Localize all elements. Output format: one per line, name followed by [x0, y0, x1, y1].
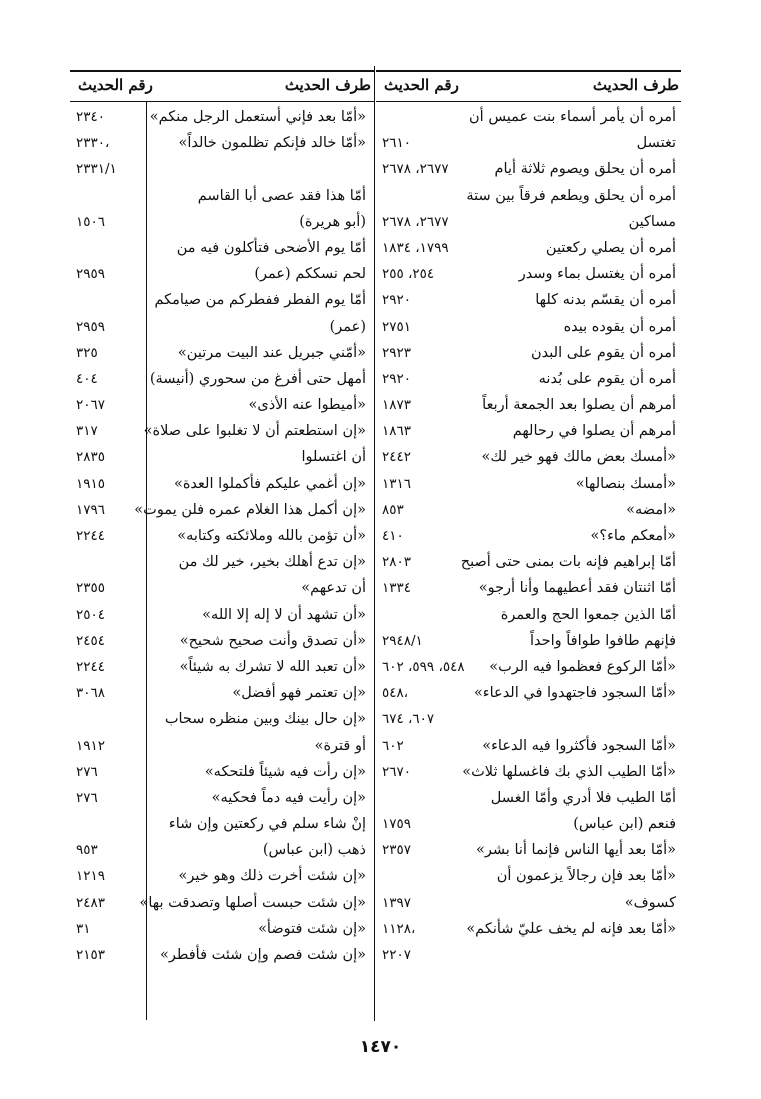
index-entry	[378, 156, 678, 182]
hadith-phrase: «أمسك بنصالها»	[575, 475, 676, 492]
index-entry	[378, 811, 678, 837]
hadith-number: ٢٩٤٨/١	[382, 632, 423, 649]
top-rule-right	[376, 70, 681, 72]
index-entry	[378, 523, 678, 549]
index-entry	[378, 287, 678, 313]
hadith-number: ٢٠٦٧	[76, 397, 106, 414]
hadith-phrase: أن اغتسلوا	[301, 449, 366, 466]
hadith-number: ٢٨٠٣	[382, 554, 412, 571]
hadith-phrase: «أمعكم ماء؟»	[590, 528, 676, 544]
index-entry	[70, 471, 368, 497]
page-number: ١٤٧٠	[359, 1037, 402, 1057]
index-entry	[70, 156, 368, 182]
index-entry	[378, 471, 678, 497]
hadith-number: ١٥٠٦	[76, 213, 106, 230]
hadith-phrase: «أمّا خالد فإنكم تظلمون خالداً»	[178, 135, 366, 152]
hadith-number: ٢٩٥٩	[76, 266, 106, 283]
hadith-number: ٢٩٢٠	[382, 292, 412, 309]
hadith-number: ٣١	[76, 920, 91, 937]
index-entry	[70, 942, 368, 968]
hadith-phrase: ذهب (ابن عباس)	[262, 842, 366, 859]
index-entry	[378, 392, 678, 418]
index-entry	[378, 628, 678, 654]
hadith-phrase: أمره أن يقوده بيده	[563, 318, 676, 335]
hadith-phrase: أمرهم أن يصلوا في رحالهم	[512, 423, 676, 440]
hadith-phrase: أمّا يوم الفطر ففطركم من صيامكم	[154, 292, 366, 309]
hadith-phrase: أو قترة»	[314, 737, 366, 754]
index-entry	[378, 785, 678, 811]
hadith-phrase: «إن رأت فيه شيئاً فلتحكه»	[204, 763, 366, 780]
hadith-phrase: أمره أن يغتسل بماء وسدر	[518, 266, 676, 283]
hadith-phrase: «إن استطعتم أن لا تغلبوا على صلاة»	[143, 423, 366, 440]
index-entry	[70, 497, 368, 523]
index-entry	[70, 575, 368, 601]
hadith-phrase: «أن تشهد أن لا إله إلا الله»	[202, 606, 366, 623]
header-rule-right	[376, 101, 681, 102]
hadith-phrase: «إن شئت حبست أصلها وتصدقت بها»	[139, 894, 366, 911]
hadith-number: ٢٩٢٠	[382, 370, 412, 387]
hadith-number: ٢٧٥١	[382, 318, 412, 335]
hadith-number: ٣١٧	[76, 423, 98, 440]
index-entry	[378, 575, 678, 601]
index-entry	[378, 916, 678, 942]
hadith-number: ٢٦٧٧، ٢٦٧٨	[382, 213, 449, 230]
hadith-phrase: أمره أن يحلق ويطعم فرقاً بين ستة	[466, 187, 676, 204]
hadith-phrase: «امضه»	[626, 501, 676, 518]
hadith-phrase: أمره أن يقوم على بُدنه	[538, 370, 676, 387]
hadith-number: ١٢١٩	[76, 868, 106, 885]
hadith-number: ٦٠٧، ٦٧٤	[382, 711, 435, 728]
hadith-number: ٢٢٤٤	[76, 658, 106, 675]
hadith-number: ٦٠٢	[382, 737, 404, 754]
index-entry	[378, 890, 678, 916]
index-entry	[378, 680, 678, 706]
hadith-number: ٤٠٤	[76, 370, 98, 387]
hadith-phrase: «أن تؤمن بالله وملائكته وكتابه»	[177, 528, 366, 544]
hadith-number: ٢٣٣١/١	[76, 161, 117, 178]
hadith-number: ٢٢٠٧	[382, 947, 412, 963]
hadith-phrase: «أمّا السجود فاجتهدوا في الدعاء»	[473, 685, 676, 702]
index-entry	[378, 602, 678, 628]
left-col-number-header: رقم الحديث	[78, 76, 153, 94]
hadith-phrase: «إن رأيت فيه دماً فحكيه»	[211, 789, 366, 806]
hadith-number: ١٣٩٧	[382, 894, 412, 911]
header-rule-left	[70, 101, 374, 102]
index-entry	[378, 366, 678, 392]
right-col-title: طرف الحديث	[592, 76, 679, 94]
hadith-number: ٢٧٦	[76, 763, 98, 780]
hadith-number: ٢٩٢٣	[382, 344, 412, 361]
hadith-phrase: «إن شئت أخرت ذلك وهو خير»	[178, 868, 366, 885]
hadith-phrase: «إن حال بينك وبين منظره سحاب	[164, 711, 366, 728]
hadith-phrase: «إن شئت فتوضأ»	[258, 920, 366, 937]
hadith-phrase: «إن تدع أهلك بخير، خير لك من	[178, 554, 366, 571]
left-col-title: طرف الحديث	[284, 76, 371, 94]
hadith-number: ٨٥٣	[382, 501, 404, 518]
hadith-number: ٢٥٠٤	[76, 606, 106, 623]
index-entry	[378, 654, 678, 680]
hadith-phrase: «أن تعبد الله لا تشرك به شيئاً»	[179, 658, 366, 675]
hadith-phrase: (أبو هريرة)	[299, 213, 366, 230]
index-entry	[70, 549, 368, 575]
index-entry	[70, 287, 368, 313]
hadith-number: ٩٥٣	[76, 842, 98, 859]
hadith-number: ٢٨٣٥	[76, 449, 106, 466]
index-entry	[378, 942, 678, 968]
index-entry	[378, 235, 678, 261]
hadith-number: ١٧٩٦	[76, 501, 106, 518]
hadith-number: ٢٢٤٤	[76, 528, 106, 544]
index-entry	[70, 340, 368, 366]
hadith-phrase: «أمّا السجود فأكثروا فيه الدعاء»	[482, 737, 676, 754]
hadith-phrase: أن تدعهم»	[301, 580, 366, 597]
index-entry	[70, 366, 368, 392]
index-entry	[70, 837, 368, 863]
hadith-number: ٢٥٤، ٢٥٥	[382, 266, 435, 283]
index-entry	[70, 863, 368, 889]
hadith-phrase: «أمّني جبريل عند البيت مرتين»	[177, 344, 366, 361]
hadith-phrase: أمّا يوم الأضحى فتأكلون فيه من	[176, 239, 366, 256]
hadith-phrase: «إن شئت فصم وإن شئت فأفطر»	[159, 947, 366, 963]
index-entry	[70, 392, 368, 418]
hadith-phrase: أمّا الذين جمعوا الحج والعمرة	[500, 606, 676, 623]
hadith-number: ١٣٣٤	[382, 580, 412, 597]
index-entry	[70, 811, 368, 837]
index-entry	[378, 314, 678, 340]
right-col-number-header: رقم الحديث	[384, 76, 459, 94]
hadith-number: ١٩١٥	[76, 475, 106, 492]
hadith-phrase: «أن تصدق وأنت صحيح شحيح»	[179, 632, 366, 649]
hadith-phrase: «أمّا بعد أيها الناس فإنما أنا بشر»	[476, 842, 676, 859]
hadith-phrase: أمره أن يقسّم بدنه كلها	[535, 292, 676, 309]
index-entry	[70, 602, 368, 628]
hadith-number: ٥٤٨، ٥٩٩، ٦٠٢	[382, 658, 465, 675]
hadith-phrase: كسوف»	[624, 894, 676, 911]
hadith-phrase: أمّا الطيب فلا أدري وأمّا الغسل	[490, 789, 676, 806]
index-entry	[70, 314, 368, 340]
hadith-number: ١٨٦٣	[382, 423, 412, 440]
hadith-phrase: فإنهم طافوا طوافاً واحداً	[530, 632, 676, 649]
index-entry	[70, 654, 368, 680]
column-divider	[374, 66, 375, 1021]
hadith-phrase: أمره أن يأمر أسماء بنت عميس أن	[469, 109, 676, 125]
hadith-number: ٥٤٨،	[382, 685, 409, 702]
hadith-number: ٢٤٨٣	[76, 894, 106, 911]
hadith-number: ١٣١٦	[382, 475, 412, 492]
index-entry	[378, 549, 678, 575]
hadith-number: ٤١٠	[382, 528, 404, 544]
index-entry	[70, 261, 368, 287]
index-entry	[70, 890, 368, 916]
hadith-phrase: «أمّا الطيب الذي بك فاغسلها ثلاث»	[462, 763, 676, 780]
index-entry	[378, 837, 678, 863]
index-entry	[70, 706, 368, 732]
index-entry	[70, 916, 368, 942]
index-entry	[70, 235, 368, 261]
index-entry	[70, 523, 368, 549]
hadith-number: ٢٤٤٢	[382, 449, 412, 466]
index-entry	[70, 130, 368, 156]
hadith-phrase: «أمسك بعض مالك فهو خير لك»	[481, 449, 676, 466]
hadith-phrase: فنعم (ابن عباس)	[573, 816, 676, 833]
right-column	[378, 104, 678, 968]
index-entry	[70, 444, 368, 470]
hadith-number: ١٧٥٩	[382, 816, 412, 833]
index-entry	[378, 759, 678, 785]
hadith-phrase: «أميطوا عنه الأذى»	[248, 397, 366, 414]
index-entry	[70, 759, 368, 785]
hadith-number: ٢٦٧٠	[382, 763, 412, 780]
index-entry	[378, 130, 678, 156]
index-entry	[378, 104, 678, 130]
hadith-phrase: «أمّا بعد فإنه لم يخف عليّ شأنكم»	[466, 920, 676, 937]
hadith-number: ٢٦١٠	[382, 135, 412, 152]
hadith-number: ١٧٩٩، ١٨٣٤	[382, 239, 449, 256]
hadith-number: ٢٣٣٠،	[76, 135, 110, 152]
hadith-number: ١٩١٢	[76, 737, 106, 754]
index-entry	[378, 733, 678, 759]
hadith-phrase: «إن تعتمر فهو أفضل»	[232, 685, 366, 702]
hadith-phrase: «أمّا بعد فإن رجالاً يزعمون أن	[496, 868, 676, 885]
hadith-number: ٢٣٤٠	[76, 109, 106, 125]
hadith-number: ٢٣٥٥	[76, 580, 106, 597]
index-entry	[70, 183, 368, 209]
index-entry	[70, 209, 368, 235]
hadith-phrase: أمّا إبراهيم فإنه بات بمنى حتى أصبح	[460, 554, 676, 571]
hadith-phrase: أمّا هذا فقد عصى أبا القاسم	[197, 187, 366, 204]
index-entry	[378, 444, 678, 470]
hadith-phrase: أمره أن يقوم على البدن	[531, 344, 676, 361]
index-entry	[378, 261, 678, 287]
hadith-phrase: (عمر)	[329, 318, 366, 335]
hadith-phrase: أمره أن يصلي ركعتين	[545, 239, 676, 256]
hadith-phrase: أمهل حتى أفرغ من سحوري (أنيسة)	[149, 370, 366, 387]
hadith-number: ٢٣٥٧	[382, 842, 412, 859]
index-entry	[70, 680, 368, 706]
index-entry	[378, 418, 678, 444]
index-entry	[70, 733, 368, 759]
index-entry	[378, 183, 678, 209]
hadith-phrase: مساكين	[628, 213, 676, 230]
index-entry	[378, 863, 678, 889]
hadith-number: ١٨٧٣	[382, 397, 412, 414]
index-entry	[378, 497, 678, 523]
hadith-phrase: أمره أن يحلق ويصوم ثلاثة أيام	[494, 161, 676, 178]
hadith-number: ٣٢٥	[76, 344, 98, 361]
hadith-number: ٢٧٦	[76, 789, 98, 806]
index-entry	[378, 209, 678, 235]
hadith-phrase: «إن أكمل هذا الغلام عمره فلن يموت»	[134, 501, 366, 518]
hadith-phrase: «أمّا الركوع فعظموا فيه الرب»	[489, 658, 676, 675]
hadith-phrase: إنْ شاء سلم في ركعتين وإن شاء	[168, 816, 366, 833]
hadith-phrase: أمرهم أن يصلوا بعد الجمعة أربعاً	[482, 397, 676, 414]
index-entry	[70, 628, 368, 654]
top-rule-left	[70, 70, 374, 72]
hadith-phrase: تغتسل	[636, 135, 676, 152]
hadith-number: ٢٩٥٩	[76, 318, 106, 335]
hadith-number: ٢١٥٣	[76, 947, 106, 963]
index-entry	[70, 785, 368, 811]
hadith-phrase: «أمّا بعد فإني أستعمل الرجل منكم»	[149, 109, 366, 125]
hadith-phrase: لحم نسككم (عمر)	[254, 266, 366, 283]
hadith-number: ١١٢٨،	[382, 920, 416, 937]
hadith-phrase: أمّا اثنتان فقد أعطيهما وأنا أرجو»	[478, 580, 676, 597]
hadith-number: ٢٤٥٤	[76, 632, 106, 649]
left-column	[70, 104, 368, 968]
index-entry	[378, 706, 678, 732]
hadith-number: ٣٠٦٨	[76, 685, 106, 702]
index-entry	[378, 340, 678, 366]
hadith-number: ٢٦٧٧، ٢٦٧٨	[382, 161, 449, 178]
index-entry	[70, 104, 368, 130]
hadith-phrase: «إن أغمي عليكم فأكملوا العدة»	[173, 475, 366, 492]
index-entry	[70, 418, 368, 444]
